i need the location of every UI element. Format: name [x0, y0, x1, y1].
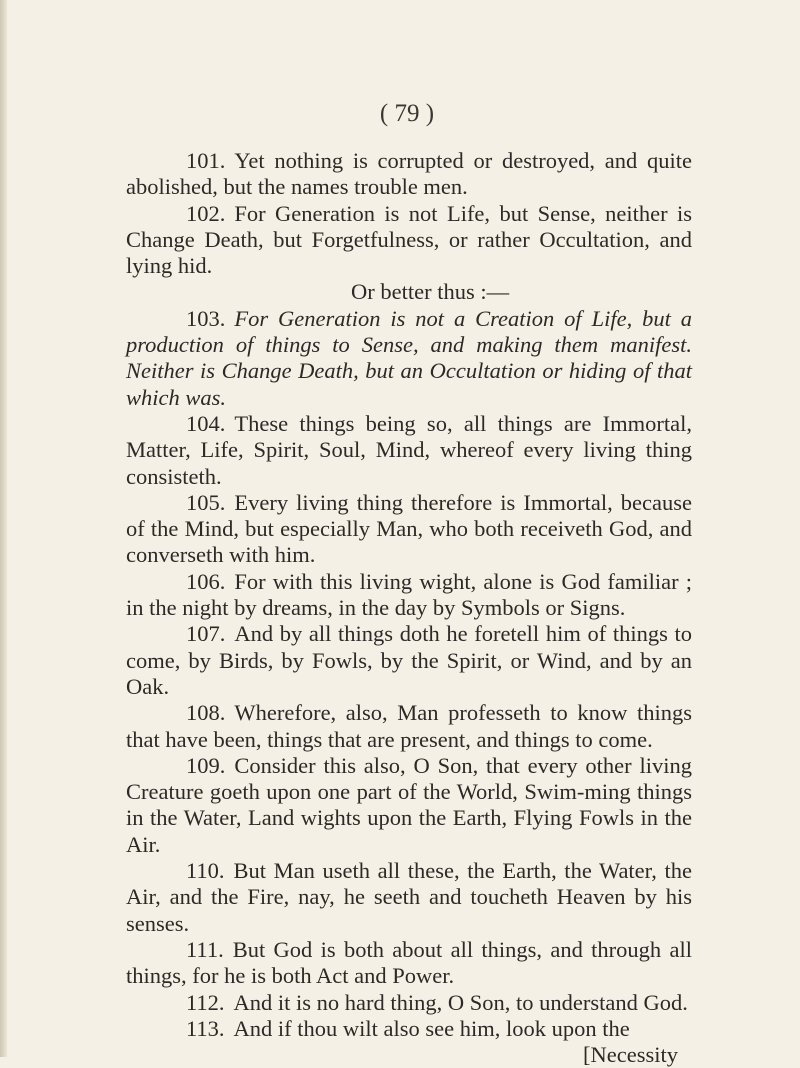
page-number: ( 79 ) — [379, 100, 435, 127]
catchword: [Necessity — [583, 1042, 678, 1068]
paragraph-text: Consider this also, O Son, that every other living Creature goeth upon one part of the World, Swim-ming things in the Water, Land wights upon the Earth, Flying Fowls in the Air. — [126, 752, 692, 857]
paragraph-110 — [126, 858, 692, 937]
interjection-line: Or better thus :— — [351, 279, 510, 305]
paragraph-111 — [126, 937, 692, 990]
paragraph-number: 105. — [186, 489, 226, 515]
paragraph-number: 113. — [186, 1015, 225, 1041]
page-edge — [0, 0, 7, 1057]
paragraph-108 — [126, 700, 692, 753]
paragraph-number: 109. — [186, 752, 226, 778]
paragraph-text: For Generation is not Life, but Sense, neither is Change Death, but Forgetfulness, or rather Occultation, and lying hid. — [126, 200, 692, 279]
paragraph-number: 112. — [186, 989, 225, 1015]
body-text — [126, 148, 692, 1068]
paragraph-102 — [126, 201, 692, 280]
paragraph-text: And if thou wilt also see him, look upon the — [233, 1015, 630, 1041]
paragraph-101 — [126, 148, 692, 201]
paragraph-number: 101. — [186, 148, 226, 173]
paragraph-number: 107. — [186, 621, 226, 647]
paragraph-text: These things being so, all things are Immortal, Matter, Life, Spirit, Soul, Mind, whereof every living thing consisteth. — [126, 410, 692, 489]
paragraph-104 — [126, 411, 692, 490]
paragraph-105 — [126, 490, 692, 569]
paragraph-103 — [126, 306, 692, 411]
paragraph-number: 103. — [186, 305, 226, 331]
paragraph-112 — [126, 990, 692, 1016]
paragraph-113 — [126, 1016, 692, 1042]
paragraph-text: Yet nothing is corrupted or destroyed, and quite abolished, but the names trouble men. — [126, 148, 692, 200]
paragraph-text: And it is no hard thing, O Son, to understand God. — [233, 989, 688, 1015]
paragraph-109 — [126, 753, 692, 858]
paragraph-text: Every living thing therefore is Immortal, because of the Mind, but especially Man, who both receiveth God, and converseth with him. — [126, 489, 692, 568]
paragraph-text: For with this living wight, alone is God familiar ; in the night by dreams, in the day by Symbols or Signs. — [126, 568, 692, 621]
paragraph-number: 110. — [186, 858, 225, 884]
paragraph-text: Wherefore, also, Man professeth to know things that have been, things that are present, and things to come. — [126, 700, 692, 752]
paragraph-text-italic: For Generation is not a Creation of Life, but a production of things to Sense, and making them manifest. Neither is Change Death, but an Occultation or hiding of that which was. — [126, 305, 692, 410]
paragraph-text: But Man useth all these, the Earth, the Water, the Air, and the Fire, nay, he seeth and toucheth Heaven by his senses. — [126, 858, 692, 936]
paragraph-107 — [126, 621, 692, 700]
paragraph-text: But God is both about all things, and through all things, for he is both Act and Power. — [126, 936, 692, 989]
paragraph-number: 106. — [186, 568, 226, 594]
paragraph-number: 102. — [186, 200, 226, 226]
paragraph-text: And by all things doth he foretell him of things to come, by Birds, by Fowls, by the Spirit, or Wind, and by an Oak. — [126, 621, 692, 699]
paragraph-number: 104. — [186, 410, 226, 436]
paragraph-106 — [126, 569, 692, 622]
paragraph-number: 108. — [186, 700, 226, 726]
paragraph-number: 111. — [186, 936, 224, 962]
